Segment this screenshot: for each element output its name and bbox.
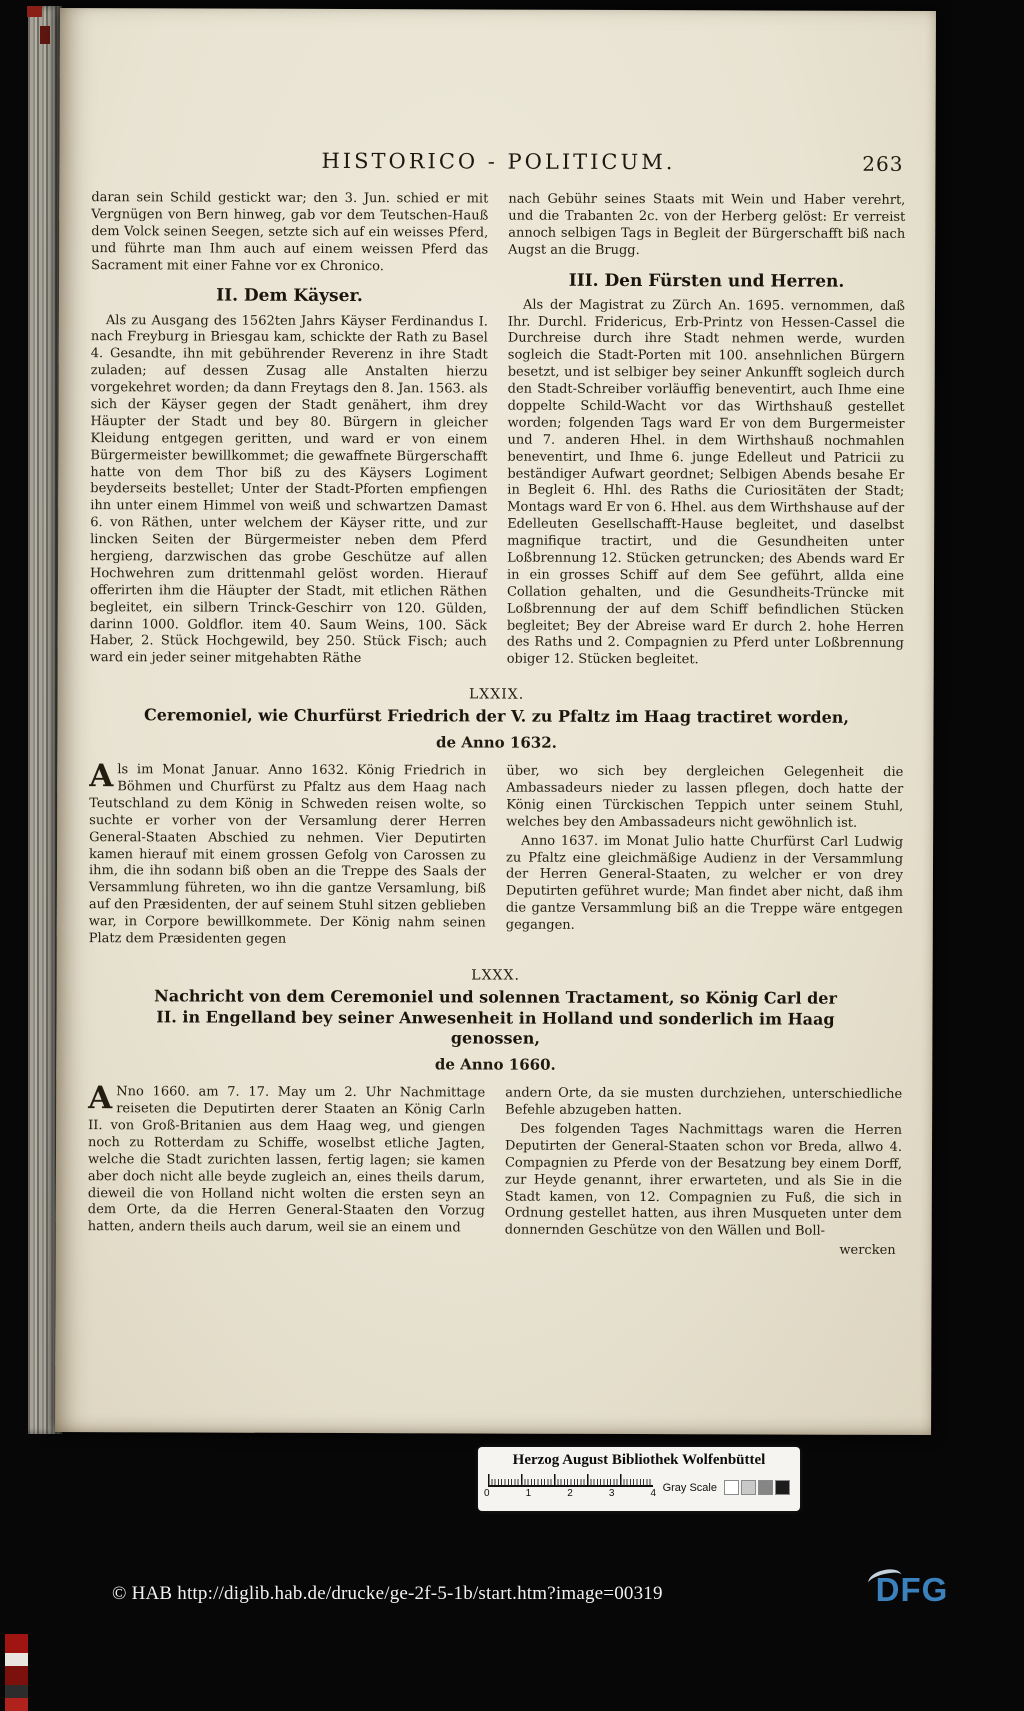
paragraph: andern Orte, da sie musten durchziehen, unterschiedliche Befehle abzugeben hatten. (505, 1085, 903, 1119)
color-calibration-strip-bottom (5, 1634, 28, 1711)
gray-swatch (741, 1480, 756, 1495)
color-calibration-mark-top-1 (27, 6, 42, 17)
right-column-2 (506, 764, 904, 951)
heading-den-fuersten: III. Den Fürsten und Herren. (568, 270, 845, 292)
left-column-2 (88, 758, 487, 949)
section-number-lxxix: LXXIX. (468, 686, 525, 703)
section-number-lxxx: LXXX. (471, 967, 520, 984)
paragraph: Als zu Ausgang des 1562ten Jahrs Käyser Ferdinandus I. nach Freyburg in Briesgau kam, schickte der Rath zu Basel 4. Gesandte, ihn mit gebührender Reverenz in ihre Stadt zuladen; auf dessen Zusag alle Anstalten hierzu vorgekehret worden; da dann Freytags den 8. Jan. 1563. als sich der Käyser gegen der Stadt genähert, ihm drey Häupter der Stadt und bey 80. Bürgern in gleicher Kleidung entgegen geritten, und ward er von einem Bürgermeister bewillkommet; die gewaffnete Bürgerschafft hatte von dem Thor biß zu des Käysers Logiment beyderseits bestellet; Unter der Stadt-Pforten empfiengen ihn unter einem Himmel von weiß und schwartzen Damast 6. von Räthen, unter welchem der Käyser ritte, und zur lincken Seiten der Bürgermeister neben dem Pferd hergieng, darzwischen das grobe Geschütze auf allen Hochwehren zum drittenmahl gelöst worden. Hierauf offerirten ihm die Häupter der Stadt, mit etlichen Räthen begleitet, ein silbern Trinck-Geschirr von 120. Gülden, darinn 1000. Goldflor. item 40. Saum Weins, 100. Säck Haber, 2. Stück Hochgewild, bey 250. Stück Fisch; auch ward ein jeder seiner mitgehabten Räthe (89, 312, 488, 667)
paragraph: nach Gebühr seines Staats mit Wein und Haber verehrt, und die Trabanten 2c. von der Herberg gelöst: Er verreist annoch selbigen Tags in Begleit der Bürgerschafft biß nach Augst an die Brugg. (508, 191, 906, 258)
scanned-page (55, 8, 936, 1435)
page-number: 263 (862, 151, 904, 176)
section-title-lxxix: Ceremoniel, wie Churfürst Friedrich der V. zu Pfaltz im Haag tractiret worden, (143, 705, 850, 728)
paragraph: über, wo sich bey dergleichen Gelegenheit die Ambassadeurs nieder zu lassen pflegen, doch hatte der König einen Türckischen Teppich unter seinem Stuhl, welches bey den Ambassadeurs nicht gewöhnlich ist. (506, 763, 904, 831)
scale-ruler (484, 1474, 658, 1499)
ruler-number: 3 (608, 1488, 615, 1499)
calibration-segment (5, 1666, 28, 1685)
calibration-segment (5, 1653, 28, 1666)
library-name: Herzog August Bibliothek Wolfenbüttel (512, 1452, 766, 1468)
section-title-lxxx: Nachricht von dem Ceremoniel und solennen Tractament, so König Carl der II. in Engelland bey seiner Anwesenheit in Holland und sonderlich im Haag genossen, (154, 986, 837, 1049)
ruler-number: 4 (650, 1488, 656, 1499)
calibration-target-box (478, 1447, 800, 1511)
calibration-segment (5, 1698, 28, 1711)
paragraph: Als der Magistrat zu Zürch An. 1695. vernommen, daß Ihr. Durchl. Fridericus, Erb-Printz von Hessen-Cassel die Durchreise durch ihre Stadt nehmen werde, wurden sogleich die Stadt-Porten mit 100. ansehnlichen Bürgern besetzt, und ist selbiger bey seiner Ankunfft sogleich durch den Stadt-Schreiber vorläuffig beneventirt, auch Ihme eine doppelte Schild-Wacht vor das Wirthshauß gestellet worden; folgenden Tags ward Er von dem Burgermeister und 7. anderen Hhel. in dem Wirthshauß nochmahlen beneventirt, und Ihme 6. junge Edelleut und Patricii zu beständiger Aufwart geordnet; Selbigen Abends besahe Er in Begleit 6. Hhl. des Raths die Curiositäten der Stadt; Montags ward Er von 6. Hhel. aus dem Wirthshause auf der Edelleuten Gesellschafft-Hause begleitet, und daselbst magnifique tractirt, und die Gesundheiten unter Loßbrennung 12. Stücken getruncken; des Abends ward Er in ein grosses Schiff auf dem See geführt, allda eine Collation gehalten, und die Gesundheits-Trüncke mit Loßbrennung der auf dem Schiff befindlichen Stücken begleitet; Bey der Abreise ward Er durch 2. hohe Herren des Raths und 2. Compagnien zu Pferd unter Loßbrennung obiger 12. Stücken begleitet. (506, 297, 905, 668)
gray-scale-block (663, 1480, 790, 1495)
paragraph: daran sein Schild gestickt war; den 3. Jun. schied er mit Vergnügen von Bern hinweg, gab vor dem Teutschen-Hauß dem Volck seinen Seegen, setzte sich auf ein weisses Pferd, und führte man Ihm auch auf einem weissen Pferd das Sacrament mit einer Fahne vor ex Chronico. (91, 190, 489, 274)
gray-swatch (724, 1480, 739, 1495)
heading-dem-kayser: II. Dem Käyser. (216, 286, 363, 307)
dfg-logo-text: DFG (875, 1571, 949, 1608)
paragraph: Des folgenden Tages Nachmittags waren die Herren Deputirten der General-Staaten schon vor Breda, allwo 4. Compagnien zu Pferde von der Besatzung bey einem Dorff, zur Heyde genannt, ihrer erwarteten, und als Sie in die Stadt kamen, von 12. Compagnien zu Fuß, die sich in Ordnung gestellet hatten, aus ihren Musqueten unter dem donnernden Geschütze von den Wällen und Boll- (504, 1121, 903, 1240)
text-columns-1 (90, 190, 906, 670)
gray-scale-swatches (724, 1480, 790, 1495)
calibration-segment (5, 1685, 28, 1698)
text-columns-3 (87, 1080, 903, 1260)
text-columns-2 (88, 758, 904, 951)
copyright-url: © HAB http://diglib.hab.de/drucke/ge-2f-5-1b/start.htm?image=00319 (112, 1583, 663, 1604)
right-column-1 (507, 192, 906, 671)
paragraph: ANno 1660. am 7. 17. May um 2. Uhr Nachmittage reiseten die Deputirten derer Staaten an König Carln II. von Groß-Britanien aus dem Haag weg, und giengen noch zu Rotterdam zu Schiffe, woselbst etliche Jagten, welche die Stadt zurichten lassen, fertig lagen; sie kamen aber doch nicht alle beyde zugleich an, eines theils darum, dieweil die von Holland nicht wolten die ersten seyn an dem Orte, da die Herren General-Staaten den Vorzug hatten, andern theils auch darum, weil sie an einem und (87, 1080, 486, 1236)
ruler-number: 0 (484, 1488, 490, 1499)
section-subtitle-lxxix: de Anno 1632. (435, 733, 557, 752)
color-calibration-mark-top-2 (40, 26, 50, 44)
running-head (91, 148, 905, 181)
gray-swatch (758, 1480, 773, 1495)
section-subtitle-lxxx: de Anno 1660. (434, 1055, 556, 1074)
page-text-block (88, 148, 906, 1260)
right-column-3 (505, 1086, 903, 1260)
dfg-logo (866, 1566, 958, 1614)
calibration-segment (5, 1634, 28, 1653)
gray-scale-label: Gray Scale (662, 1481, 717, 1494)
ruler-number: 1 (525, 1488, 532, 1499)
ruler-numbers (484, 1488, 656, 1499)
left-column-3 (87, 1080, 486, 1258)
paragraph: Als im Monat Januar. Anno 1632. König Friedrich in Böhmen und Churfürst zu Pfaltz aus dem Haag nach Teutschland zu dem König in Schweden reisen wolte, so suchte er vorher von der Versamlung derer Herren General-Staaten Abschied zu nehmen. Vier Deputirten kamen hierauf mit einem grossen Gefolg von Carossen zu ihm, die ihn sodann biß oben an die Treppe des Saals der Versammlung führeten, wo ihn die gantze Versamlung, biß auf den Præsidenten, der auf seinem Stuhl sitzen geblieben war, in Corpore bewillkommete. Der König nahm seinen Platz dem Præsidenten gegen (88, 758, 487, 947)
ruler-ticks (488, 1474, 653, 1487)
catchword: wercken (839, 1242, 896, 1259)
paragraph: Anno 1637. im Monat Julio hatte Churfürst Carl Ludwig zu Pfaltz eine gleichmäßige Audienz in der Versammlung der Herren General-Staaten, zu welcher er von drey Deputirten geführet wurde; Man findet aber nicht, daß ihm die gantze Versammlung biß an die Treppe wäre entgegen gegangen. (505, 833, 904, 933)
calibration-row (484, 1474, 790, 1499)
running-title: HISTORICO - POLITICUM. (321, 148, 676, 175)
left-column-1 (90, 190, 489, 669)
gray-swatch (775, 1480, 790, 1495)
ruler-number: 2 (567, 1488, 573, 1499)
